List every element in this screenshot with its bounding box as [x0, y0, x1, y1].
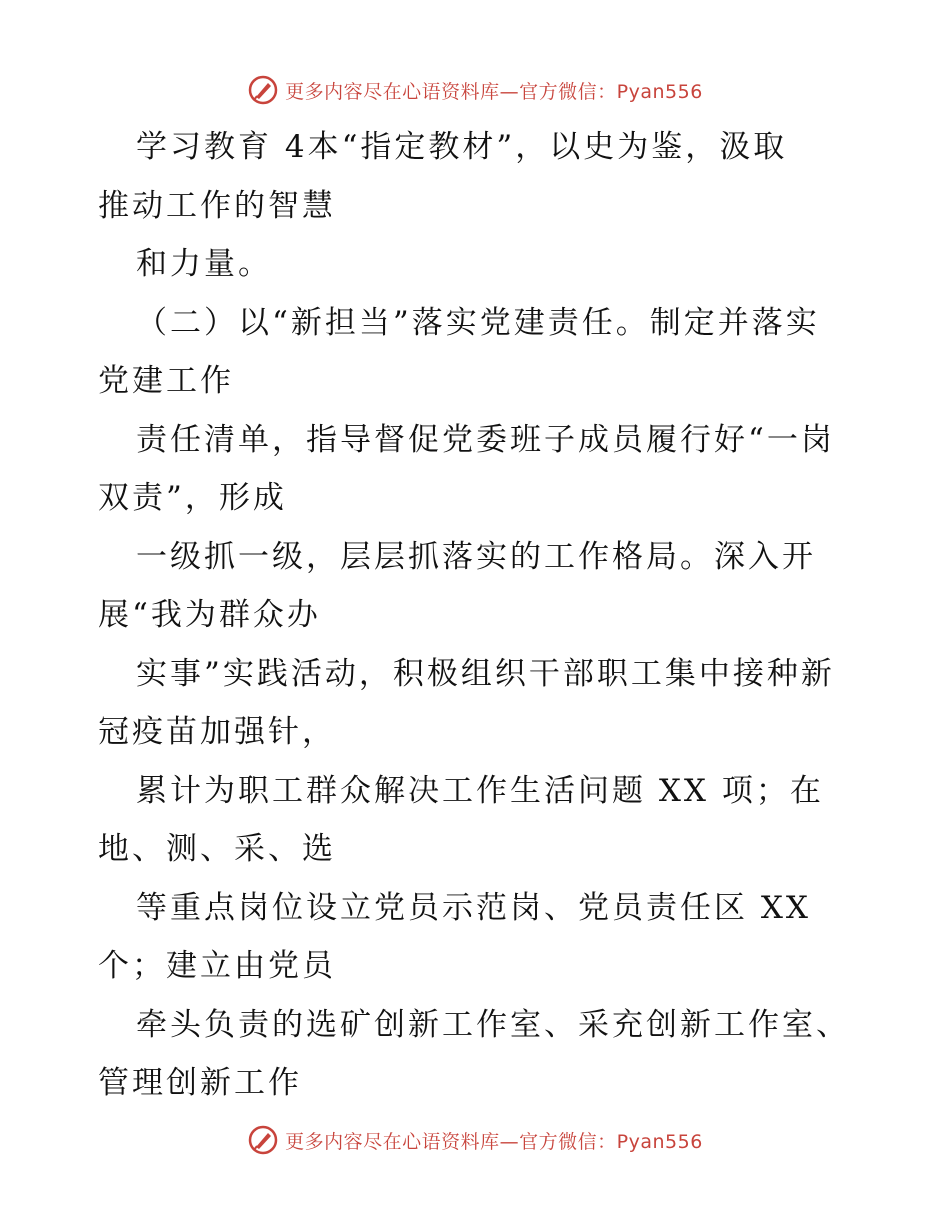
- text-line: 双责”，形成: [98, 480, 287, 516]
- header-watermark: [0, 70, 950, 110]
- text-line: 展“我为群众办: [98, 597, 321, 633]
- footer-watermark: [0, 1120, 950, 1160]
- document-body: [98, 118, 868, 1113]
- text-line: 累计为职工群众解决工作生活问题 XX 项；在: [136, 772, 824, 809]
- text-line: 牵头负责的选矿创新工作室、采充创新工作室、: [136, 1006, 850, 1043]
- quill-logo-icon: [247, 74, 279, 106]
- watermark-text: 更多内容尽在心语资料库—官方微信：Pyan556: [285, 80, 703, 103]
- watermark-text: 更多内容尽在心语资料库—官方微信：Pyan556: [285, 1130, 703, 1153]
- text-line: 一级抓一级，层层抓落实的工作格局。深入开: [136, 538, 816, 575]
- text-line: （二）以“新担当”落实党建责任。制定并落实: [136, 304, 820, 341]
- text-line: 实事”实践活动，积极组织干部职工集中接种新: [136, 655, 835, 692]
- text-line: 等重点岗位设立党员示范岗、党员责任区 XX: [136, 889, 811, 926]
- text-line: 学习教育 4本“指定教材”，以史为鉴，汲取: [136, 129, 788, 165]
- quill-logo-icon: [247, 1124, 279, 1156]
- text-line: 党建工作: [98, 363, 234, 399]
- text-line: 地、测、采、选: [98, 831, 336, 867]
- text-line: 责任清单，指导督促党委班子成员履行好“一岗: [136, 421, 835, 458]
- text-line: 推动工作的智慧: [98, 187, 336, 224]
- text-line: 和力量。: [136, 246, 272, 282]
- text-line: 个；建立由党员: [98, 948, 336, 984]
- text-line: 管理创新工作: [98, 1065, 302, 1101]
- text-line: 冠疫苗加强针，: [98, 714, 336, 750]
